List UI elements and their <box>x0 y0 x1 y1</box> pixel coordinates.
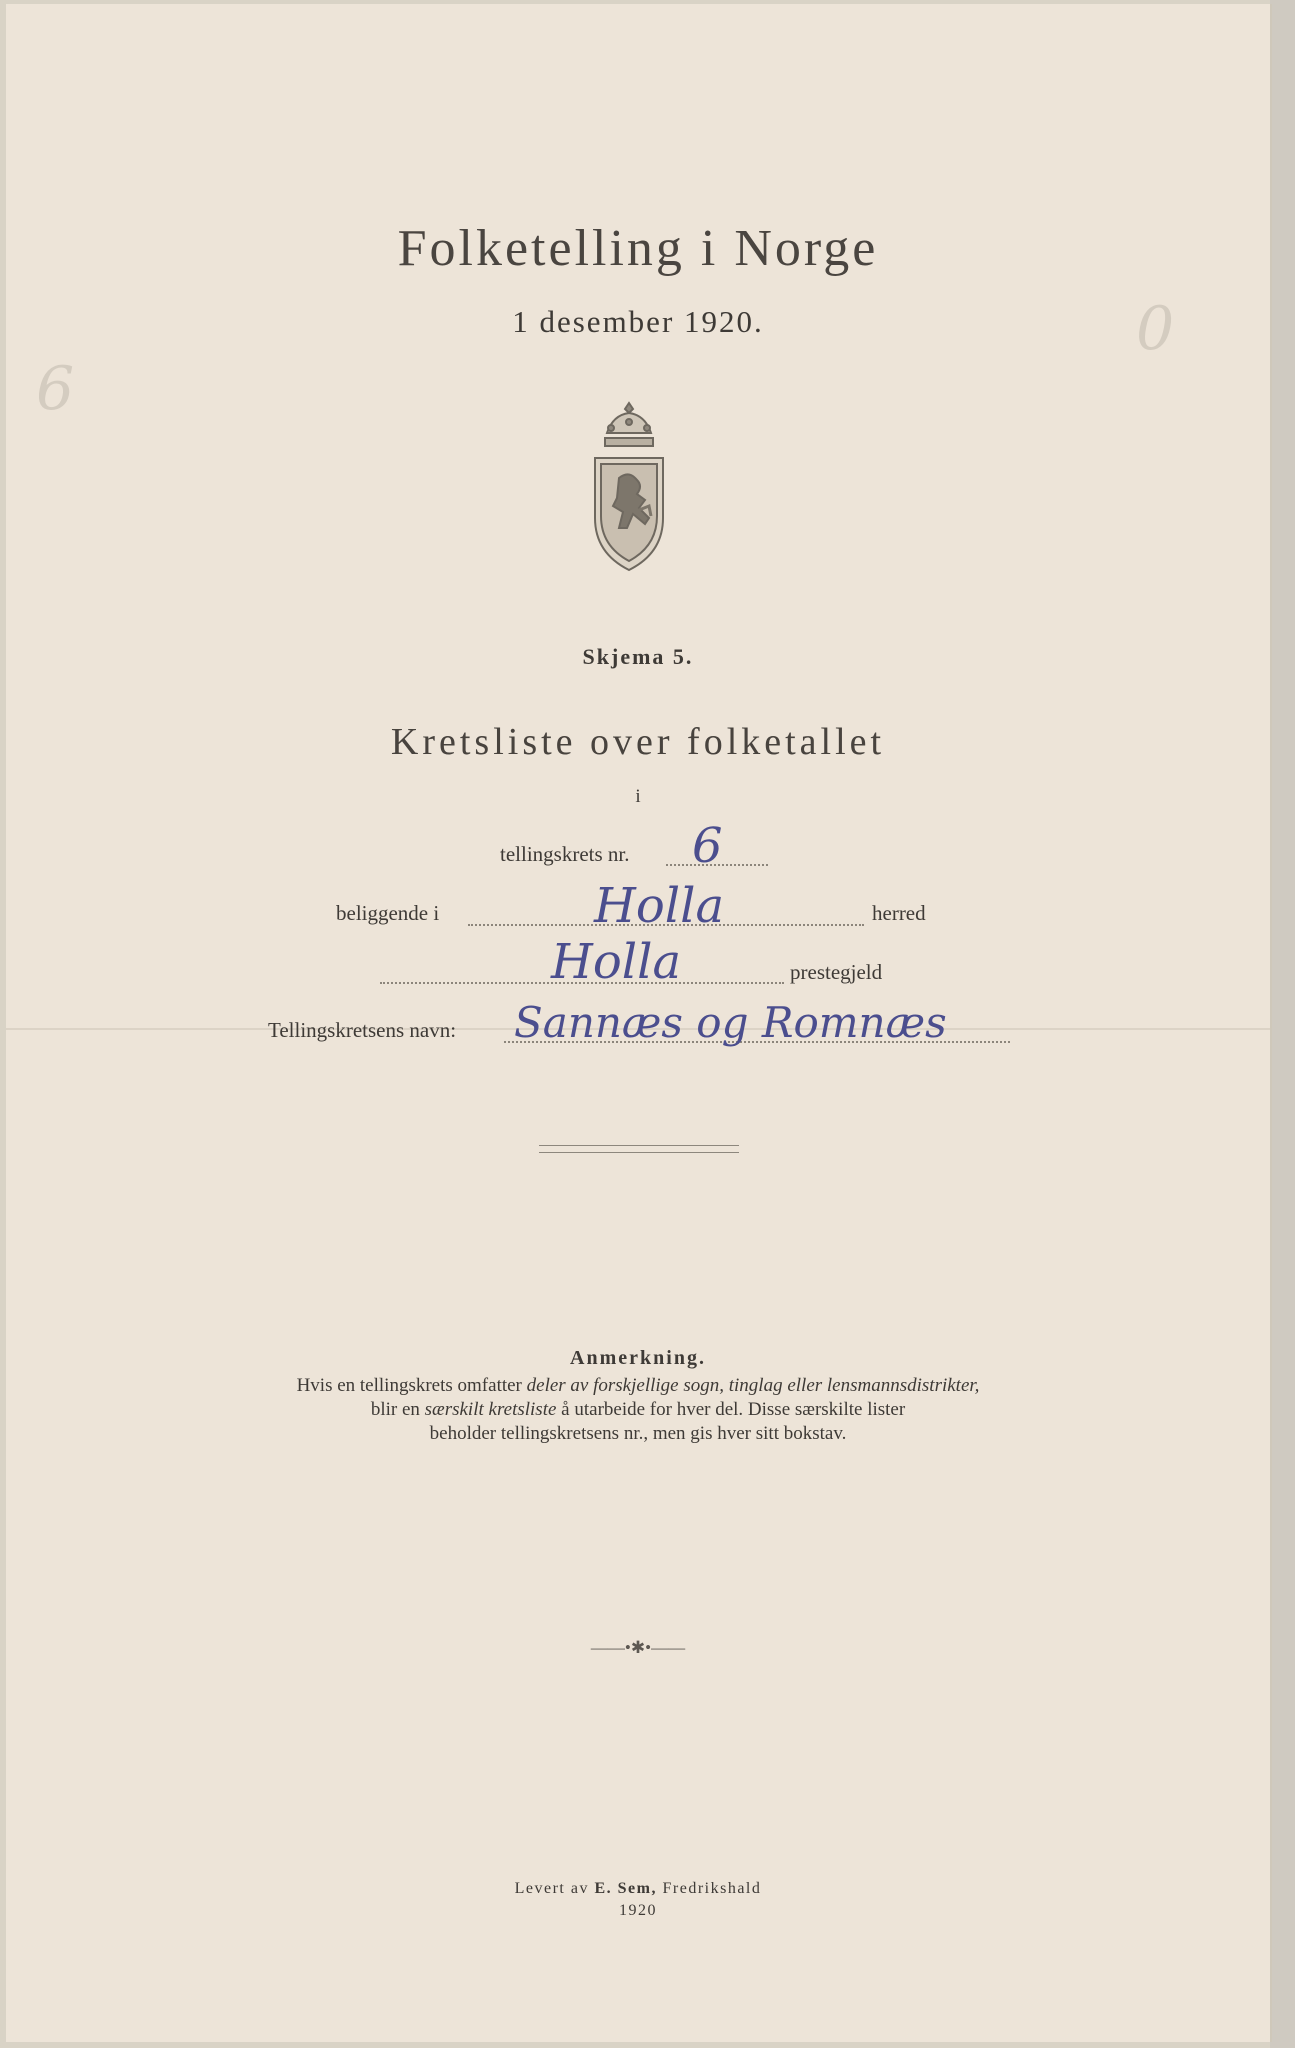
norwegian-coat-of-arms-icon <box>589 398 669 573</box>
municipality-suffix: herred <box>872 901 926 925</box>
faint-bleedthrough-mark: 6 <box>36 354 75 424</box>
printer-name: E. Sem, <box>594 1880 657 1897</box>
municipality-value: Holla <box>594 878 725 934</box>
census-date: 1 desember 1920. <box>512 304 764 339</box>
note-text: Hvis en tellingskrets omfatter <box>296 1375 527 1396</box>
district-name-label: Tellingskretsens navn: <box>268 1018 457 1042</box>
page-title: Folketelling i Norge <box>397 220 879 277</box>
note-title: Anmerkning. <box>570 1347 706 1369</box>
printer-credit <box>6 1880 1270 1898</box>
district-name-value: Sannæs og Romnæs <box>514 998 947 1047</box>
note-line-1 <box>6 1374 1270 1398</box>
preposition: i <box>635 786 641 807</box>
printer-year: 1920 <box>619 1902 657 1919</box>
printer-place: Fredrikshald <box>656 1880 762 1897</box>
page-edge <box>1270 0 1295 2048</box>
note-text: å utarbeide for hver del. Disse særskilte lister <box>556 1399 906 1420</box>
schema-number: Skjema 5. <box>582 644 694 669</box>
note-text: blir en <box>370 1399 425 1420</box>
form-heading: Kretsliste over folketallet <box>390 721 886 763</box>
census-form-page <box>6 4 1270 2042</box>
district-number-value: 6 <box>692 818 723 874</box>
parish-value: Holla <box>551 934 682 990</box>
note-line-2 <box>6 1398 1270 1422</box>
parish-suffix: prestegjeld <box>790 960 883 984</box>
note-body <box>6 1374 1270 1446</box>
ornament-divider: ——•✱•—— <box>590 1638 686 1657</box>
section-divider <box>539 1145 739 1153</box>
faint-bleedthrough-mark: 0 <box>1136 294 1175 364</box>
note-emphasis: deler av forskjellige sogn, tinglag eller lensmannsdistrikter, <box>526 1375 980 1396</box>
note-emphasis: særskilt kretsliste <box>424 1399 557 1420</box>
district-number-label: tellingskrets nr. <box>500 842 630 866</box>
printer-text: Levert av <box>514 1880 595 1897</box>
located-in-label: beliggende i <box>336 901 440 925</box>
note-line-3: beholder tellingskretsens nr., men gis hver sitt bokstav. <box>429 1423 847 1444</box>
